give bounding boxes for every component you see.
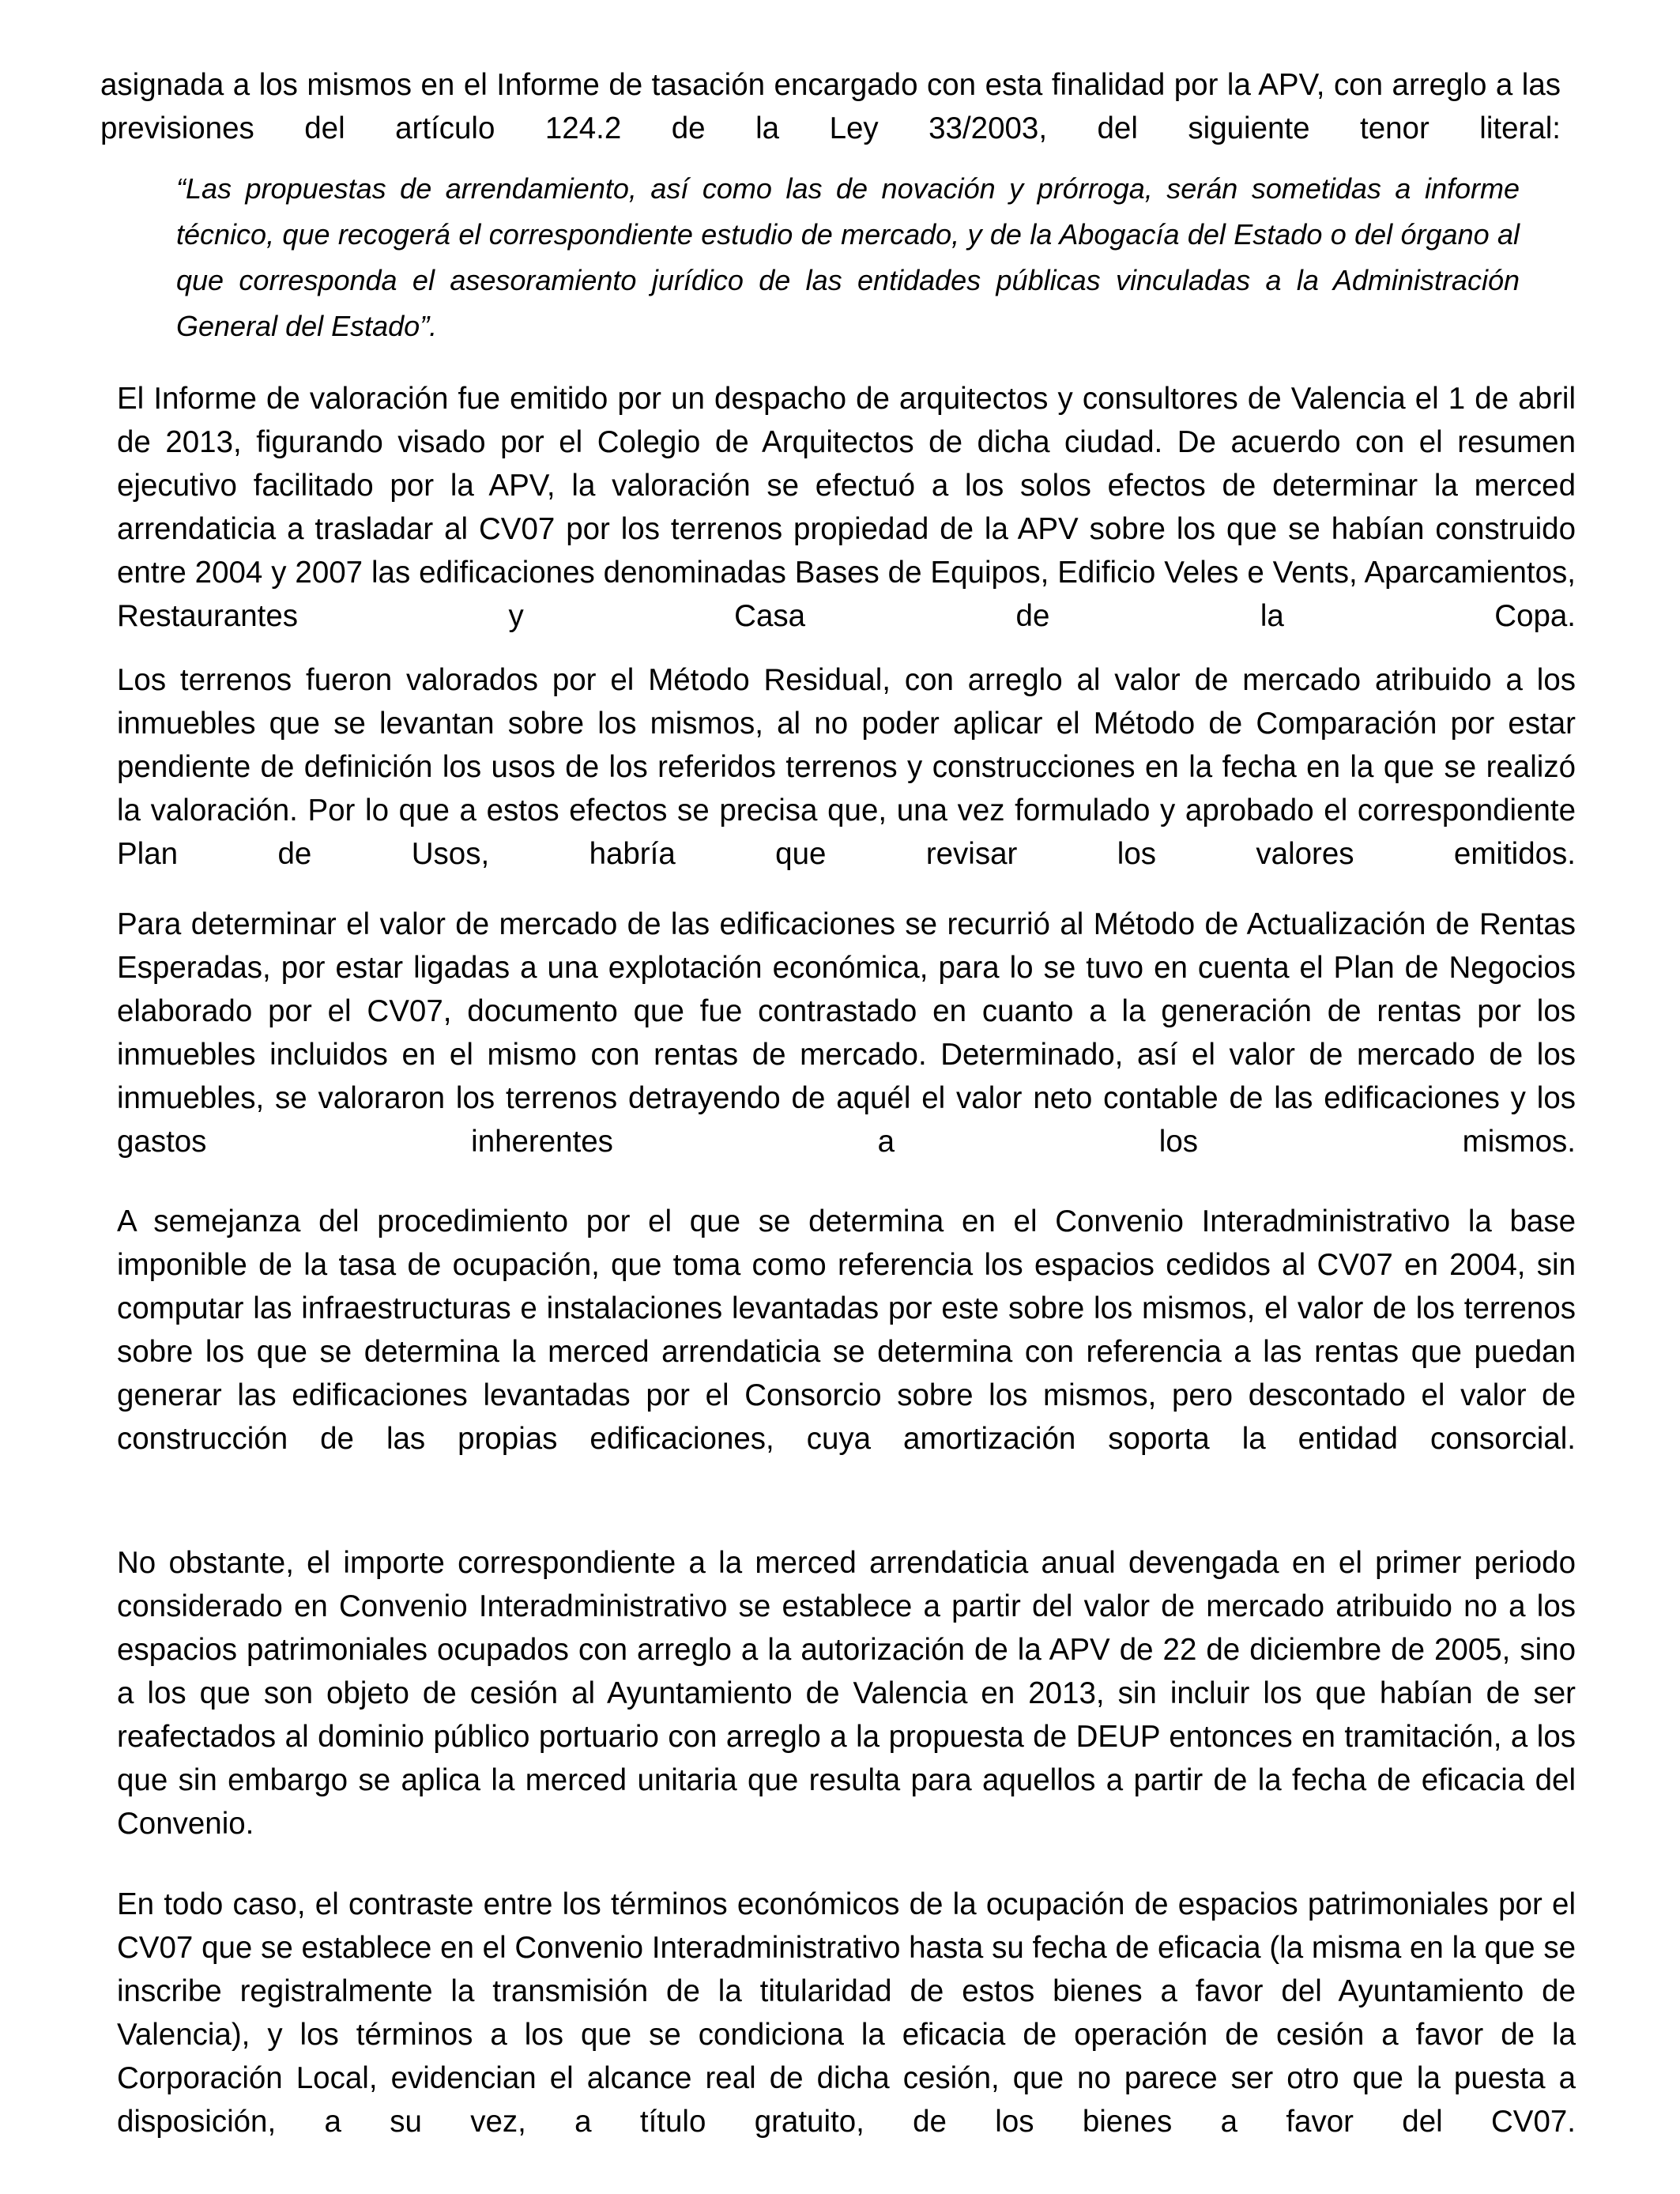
paragraph-market-value: Para determinar el valor de mercado de las edificaciones se recurrió al Método de Actualización de Rentas Esperadas, por estar ligadas a una explotación económica, para lo se tuvo en cuenta el Plan de Negocios elaborado por el CV07, documento que fue contrastado en cuanto a la generación de rentas por los inmuebles incluidos en el mismo con rentas de mercado. Determinado, así el valor de mercado de los inmuebles, se valoraron los terrenos detrayendo de aquél el valor neto contable de las edificaciones y los gastos inherentes a los mismos. <box>117 907 1576 1159</box>
paragraph-comparison-procedure: A semejanza del procedimiento por el que se determina en el Convenio Interadministrativo la base imponible de la tasa de ocupación, que toma como referencia los espacios cedidos al CV07 en 2004, sin computar las infraestructuras e instalaciones levantadas por este sobre los mismos, el valor de los terrenos sobre los que se determina la merced arrendaticia se determina con referencia a las rentas que puedan generar las edificaciones levantadas por el Consorcio sobre los mismos, pero descontado el valor de construcción de las propias edificaciones, cuya amortización soporta la entidad consorcial. <box>117 1204 1576 1456</box>
paragraph-conclusion: En todo caso, el contraste entre los términos económicos de la ocupación de espacios patrimoniales por el CV07 que se establece en el Convenio Interadministrativo hasta su fecha de eficacia (la misma en la que se inscribe registralmente la transmisión de la titularidad de estos bienes a favor del Ayuntamiento de Valencia), y los términos a los que se condiciona la eficacia de operación de cesión a favor de la Corporación Local, evidencian el alcance real de dicha cesión, que no parece ser otro que la puesta a disposición, a su vez, a título gratuito, de los bienes a favor del CV07. <box>117 1887 1576 2139</box>
paragraph-valuation-report: El Informe de valoración fue emitido por un despacho de arquitectos y consultores de Valencia el 1 de abril de 2013, figurando visado por el Colegio de Arquitectos de dicha ciudad. De acuerdo con el resumen ejecutivo facilitado por la APV, la valoración se efectuó a los solos efectos de determinar la merced arrendaticia a trasladar al CV07 por los terrenos propiedad de la APV sobre los que se habían construido entre 2004 y 2007 las edificaciones denominadas Bases de Equipos, Edificio Veles e Vents, Aparcamientos, Restaurantes y Casa de la Copa. <box>117 382 1576 633</box>
quoted-article-paragraph: “Las propuestas de arrendamiento, así como las de novación y prórroga, serán sometidas a informe técnico, que recogerá el correspondiente estudio de mercado, y de la Abogacía del Estado o del órgano al que corresponda el asesoramiento jurídico de las entidades públicas vinculadas a la Administración General del Estado”. <box>176 172 1520 342</box>
paragraph-residual-method: Los terrenos fueron valorados por el Método Residual, con arreglo al valor de mercado atribuido a los inmuebles que se levantan sobre los mismos, al no poder aplicar el Método de Comparación por estar pendiente de definición los usos de los referidos terrenos y construcciones en la fecha en la que se realizó la valoración. Por lo que a estos efectos se precisa que, una vez formulado y aprobado el correspondiente Plan de Usos, habría que revisar los valores emitidos. <box>117 663 1576 871</box>
paragraph-intro: asignada a los mismos en el Informe de tasación encargado con esta finalidad por la APV, con arreglo a las previsiones del artículo 124.2 de la Ley 33/2003, del siguiente tenor literal: <box>100 68 1561 145</box>
paragraph-nevertheless: No obstante, el importe correspondiente a la merced arrendaticia anual devengada en el primer periodo considerado en Convenio Interadministrativo se establece a partir del valor de mercado atribuido no a los espacios patrimoniales ocupados con arreglo a la autorización de la APV de 22 de diciembre de 2005, sino a los que son objeto de cesión al Ayuntamiento de Valencia en 2013, sin incluir los que habían de ser reafectados al dominio público portuario con arreglo a la propuesta de DEUP entonces en tramitación, a los que sin embargo se aplica la merced unitaria que resulta para aquellos a partir de la fecha de eficacia del Convenio. <box>117 1546 1576 1841</box>
